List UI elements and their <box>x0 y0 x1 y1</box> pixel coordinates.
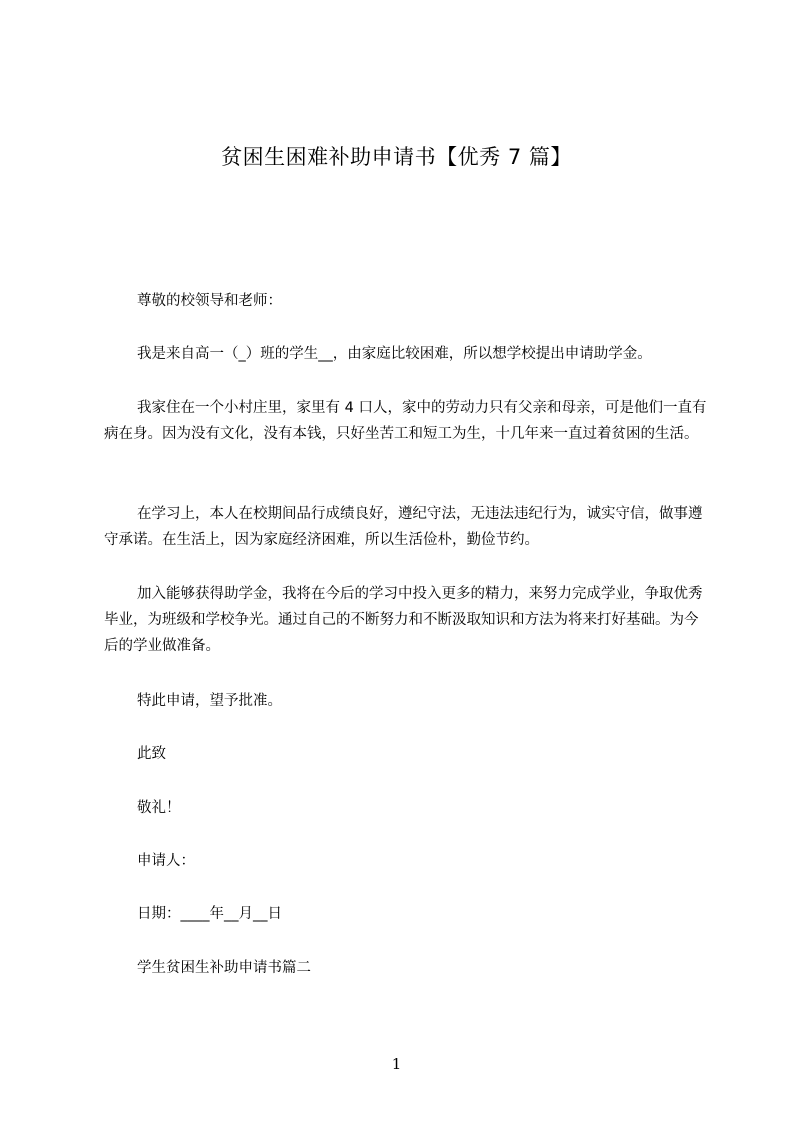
next-section-heading: 学生贫困生补助申请书篇二 <box>137 960 311 976</box>
date-line: 日期：____年__月__日 <box>137 906 282 922</box>
paragraph-study: 在学习上，本人在校期间品行成绩良好，遵纪守法，无违法违纪行为，诚实守信，做事遵守承诺。在生活上，因为家庭经济困难，所以生活俭朴，勤俭节约。 <box>104 506 703 548</box>
applicant-line: 申请人： <box>137 853 195 869</box>
paragraph-commitment: 加入能够获得助学金，我将在今后的学习中投入更多的精力，来努力完成学业，争取优秀毕业，为班级和学校争光。通过自己的不断努力和不断汲取知识和方法为将来打好基础。为今后的学业做准备。 <box>104 586 703 654</box>
paragraph-family: 我家住在一个小村庄里，家里有 4 口人，家中的劳动力只有父亲和母亲，可是他们一直有病在身。因为没有文化，没有本钱，只好坐苦工和短工为生，十几年来一直过着贫困的生活。 <box>104 400 707 442</box>
paragraph-intro: 我是来自高一（_）班的学生__，由家庭比较困难，所以想学校提出申请助学金。 <box>137 346 652 362</box>
regards-line-1: 此致 <box>137 746 166 762</box>
regards-line-2: 敬礼！ <box>137 800 181 816</box>
page-number: 1 <box>391 1055 402 1073</box>
document-title: 贫困生困难补助申请书【优秀 7 篇】 <box>221 145 572 169</box>
closing-line: 特此申请，望予批准。 <box>137 693 282 709</box>
salutation: 尊敬的校领导和老师： <box>137 293 282 309</box>
